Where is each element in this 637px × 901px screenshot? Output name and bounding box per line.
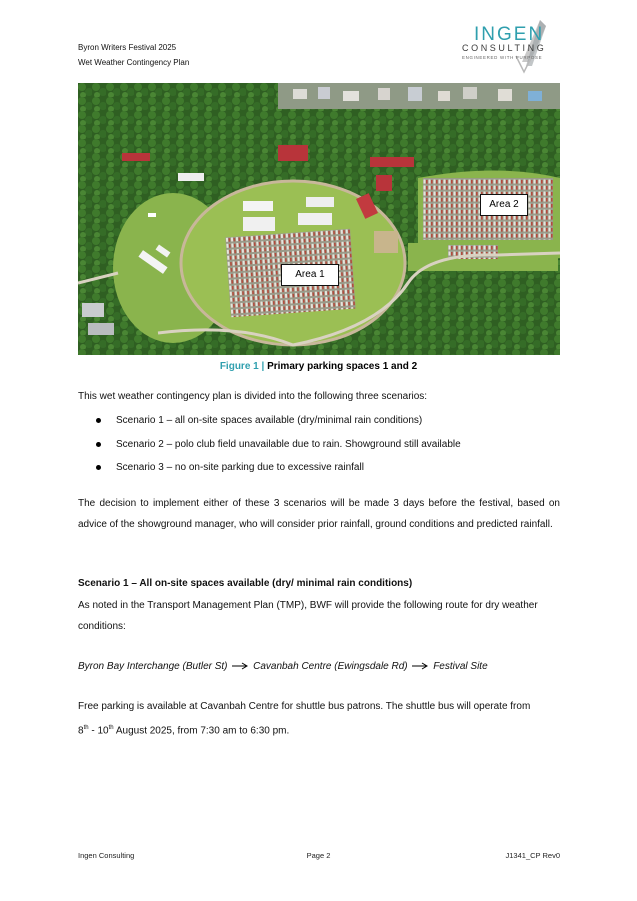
footer-company: Ingen Consulting xyxy=(78,851,135,860)
figure-caption-prefix: Figure 1 | xyxy=(219,361,265,372)
end-day-suffix: th xyxy=(108,724,114,731)
header-plan-title: Wet Weather Contingency Plan xyxy=(78,58,190,67)
ingen-consulting-logo xyxy=(456,20,556,76)
area-1-label: Area 1 xyxy=(281,264,339,286)
aerial-photo-illustration xyxy=(78,83,560,355)
start-day: 8 xyxy=(78,724,84,736)
parking-paragraph xyxy=(78,697,560,741)
scenario-list xyxy=(96,411,461,482)
header-festival-title: Byron Writers Festival 2025 xyxy=(78,43,177,52)
list-item: Scenario 2 – polo club field unavailable due to rain. Showground still available xyxy=(96,435,461,459)
parking-text: Free parking is available at Cavanbah Centre for shuttle bus patrons. The shuttle bus will operate from xyxy=(78,701,531,712)
figure-caption-text: Primary parking spaces 1 and 2 xyxy=(267,361,418,372)
logo-subtitle: CONSULTING xyxy=(462,43,547,53)
logo-tagline: ENGINEERED WITH PURPOSE xyxy=(462,55,543,60)
start-day-suffix: th xyxy=(83,724,89,731)
logo-wordmark: INGEN xyxy=(474,24,545,45)
list-item: Scenario 1 – all on-site spaces available (dry/minimal rain conditions) xyxy=(96,411,461,435)
area-2-label: Area 2 xyxy=(480,194,528,216)
figure-caption xyxy=(0,361,637,372)
date-dash: - xyxy=(88,724,98,736)
arrow-right-icon xyxy=(412,662,428,670)
aerial-parking-photo xyxy=(78,83,560,355)
scenario-1-paragraph: As noted in the Transport Management Plan (TMP), BWF will provide the following route for dry weather conditions: xyxy=(78,600,538,632)
decision-paragraph: The decision to implement either of these 3 scenarios will be made 3 days before the festival, based on advice of the showground manager, who will consider prior rainfall, ground conditions and predicted rainfall. xyxy=(78,498,560,530)
intro-paragraph: This wet weather contingency plan is divided into the following three scenarios: xyxy=(78,391,428,402)
list-item: Scenario 3 – no on-site parking due to excessive rainfall xyxy=(96,458,461,482)
arrow-right-icon xyxy=(232,662,248,670)
end-day: 10 xyxy=(97,724,109,736)
footer-page-number: Page 2 xyxy=(306,851,331,860)
date-and-time: August 2025, from 7:30 am to 6:30 pm. xyxy=(113,724,290,736)
route-stop-3: Festival Site xyxy=(433,661,488,672)
route-stop-1: Byron Bay Interchange (Butler St) xyxy=(78,661,228,672)
footer-document-code: J1341_CP Rev0 xyxy=(505,851,560,860)
shuttle-route xyxy=(78,657,560,678)
scenario-1-heading: Scenario 1 – All on-site spaces available (dry/ minimal rain conditions) xyxy=(78,578,413,589)
route-stop-2: Cavanbah Centre (Ewingsdale Rd) xyxy=(253,661,408,672)
document-header xyxy=(78,40,189,70)
